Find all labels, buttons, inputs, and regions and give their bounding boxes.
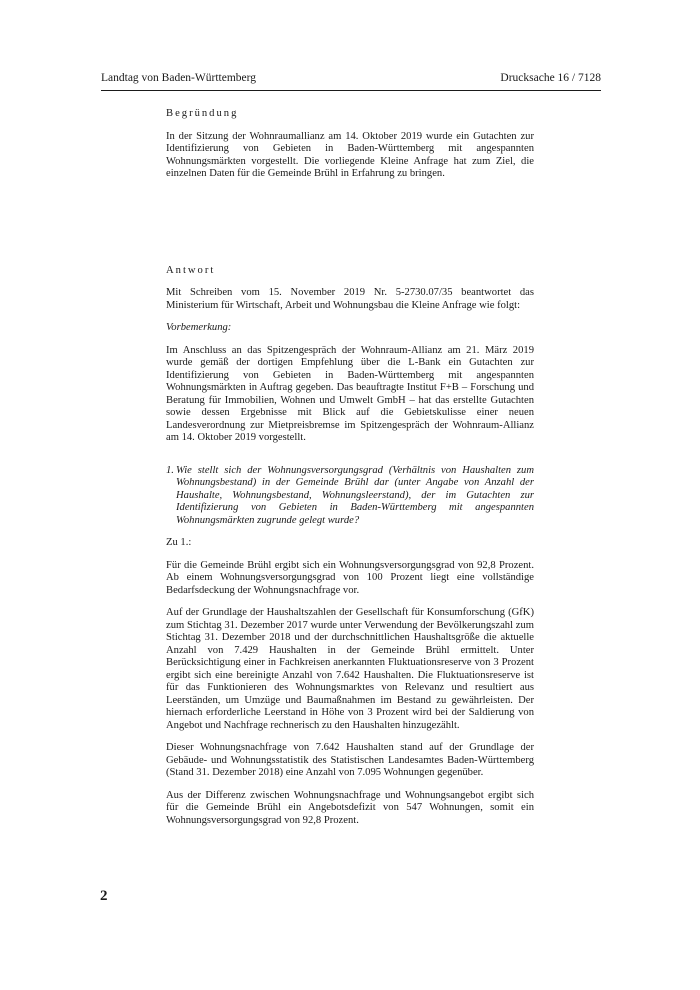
answer-paragraph-4: Aus der Differenz zwischen Wohnungsnachfrage und Wohnungsangebot ergibt sich für die Gemeinde Brühl ein Angebotsdefizit von 547 Wohnungen, somit ein Wohnungsversorgungsgrad von 92,8 Prozent.: [166, 789, 534, 826]
begruendung-text: In der Sitzung der Wohnraumallianz am 14. Oktober 2019 wurde ein Gutachten zur Identifizierung von Gebieten in Baden-Württemberg mit angespannten Wohnungsmärkten vorgestellt. Die vorliegende Kleine Anfrage hat zum Ziel, die einzelnen Daten für die Gemeinde Brühl in Erfahrung zu bringen.: [166, 130, 534, 179]
question-text: Wie stellt sich der Wohnungsversorgungsgrad (Verhältnis von Haushalten zum Wohnungsbestand) in der Gemeinde Brühl dar (unter Angabe von Anzahl der Haushalte, Wohnungsbestand, Wohnungsleerstand), der im Gutachten zur Identifizierung von Gebieten in Baden-Württemberg mit angespannten Wohnungsmärkten zugrunde gelegt wurde?: [176, 464, 534, 526]
antwort-intro: Mit Schreiben vom 15. November 2019 Nr. 5-2730.07/35 beantwortet das Ministerium für Wirtschaft, Arbeit und Wohnungsbau die Kleine Anfrage wie folgt:: [166, 287, 534, 311]
page-number: 2: [100, 888, 108, 904]
vorbemerkung-text: Im Anschluss an das Spitzengespräch der Wohnraum-Allianz am 21. März 2019 wurde gemäß der dortigen Empfehlung über die L-Bank ein Gutachten zur Identifizierung von Gebieten in Baden-Württemberg mit angespannten Wohnungsmärkten in Auftrag gegeben. Das beauftragte Institut F+B – Forschung und Beratung für Immobilien, Wohnen und Umwelt GmbH – hat das erstellte Gutachten sowie dessen Ergebnisse mit Blick auf die Gebietskulisse einer neuen Landesverordnung zur Mietpreisbremse im Spitzengespräch der Wohnraum-Allianz am 14. Oktober 2019 vorgestellt.: [166, 344, 534, 443]
header-parliament-name: Landtag von Baden-Württemberg: [101, 72, 256, 84]
question-number: 1.: [166, 464, 174, 476]
answer-paragraph-2: Auf der Grundlage der Haushaltszahlen der Gesellschaft für Konsumforschung (GfK) zum Stichtag 31. Dezember 2017 wurde unter Verwendung der Bevölkerungszahl zum Stichtag 31. Dezember 2018 und der durchschnittlichen Haushaltsgröße die aktuelle Anzahl von 7.429 Haushalten in der Gemeinde Brühl ermittelt. Unter Berücksichtigung einer in Fachkreisen anerkannten Fluktuationsreserve von 3 Prozent ergibt sich eine bereinigte Anzahl von 7.642 Haushalten. Die Fluktuationsreserve ist für das Funktionieren des Wohnungsmarktes von Relevanz und resultiert aus Leerständen, um Umzüge und Baumaßnahmen im Bestand zu gewährleisten. Der hiernach erforderliche Leerstand in Höhe von 3 Prozent wird bei der Saldierung von Angebot und Nachfrage rechnerisch zu den Haushalten hinzugezählt.: [166, 607, 534, 731]
question-1: [166, 465, 534, 528]
begruendung-heading: Begründung: [166, 108, 239, 119]
answer-paragraph-3: Dieser Wohnungsnachfrage von 7.642 Haushalten stand auf der Grundlage der Gebäude- und Wohnungsstatistik des Statistischen Landesamtes Baden-Württemberg (Stand 31. Dezember 2018) eine Anzahl von 7.095 Wohnungen gegenüber.: [166, 742, 534, 778]
page-header: [101, 70, 601, 91]
answer-label: Zu 1.:: [166, 537, 192, 548]
answer-paragraph-1: Für die Gemeinde Brühl ergibt sich ein Wohnungsversorgungsgrad von 92,8 Prozent. Ab einem Wohnungsversorgungsgrad von 100 Prozent liegt eine vollständige Bedarfsdeckung der Wohnungsnachfrage vor.: [166, 559, 534, 596]
document-body: [166, 108, 534, 827]
antwort-heading: Antwort: [166, 264, 216, 276]
header-document-number: Drucksache 16 / 7128: [500, 72, 601, 84]
vorbemerkung-label: Vorbemerkung:: [166, 322, 232, 333]
